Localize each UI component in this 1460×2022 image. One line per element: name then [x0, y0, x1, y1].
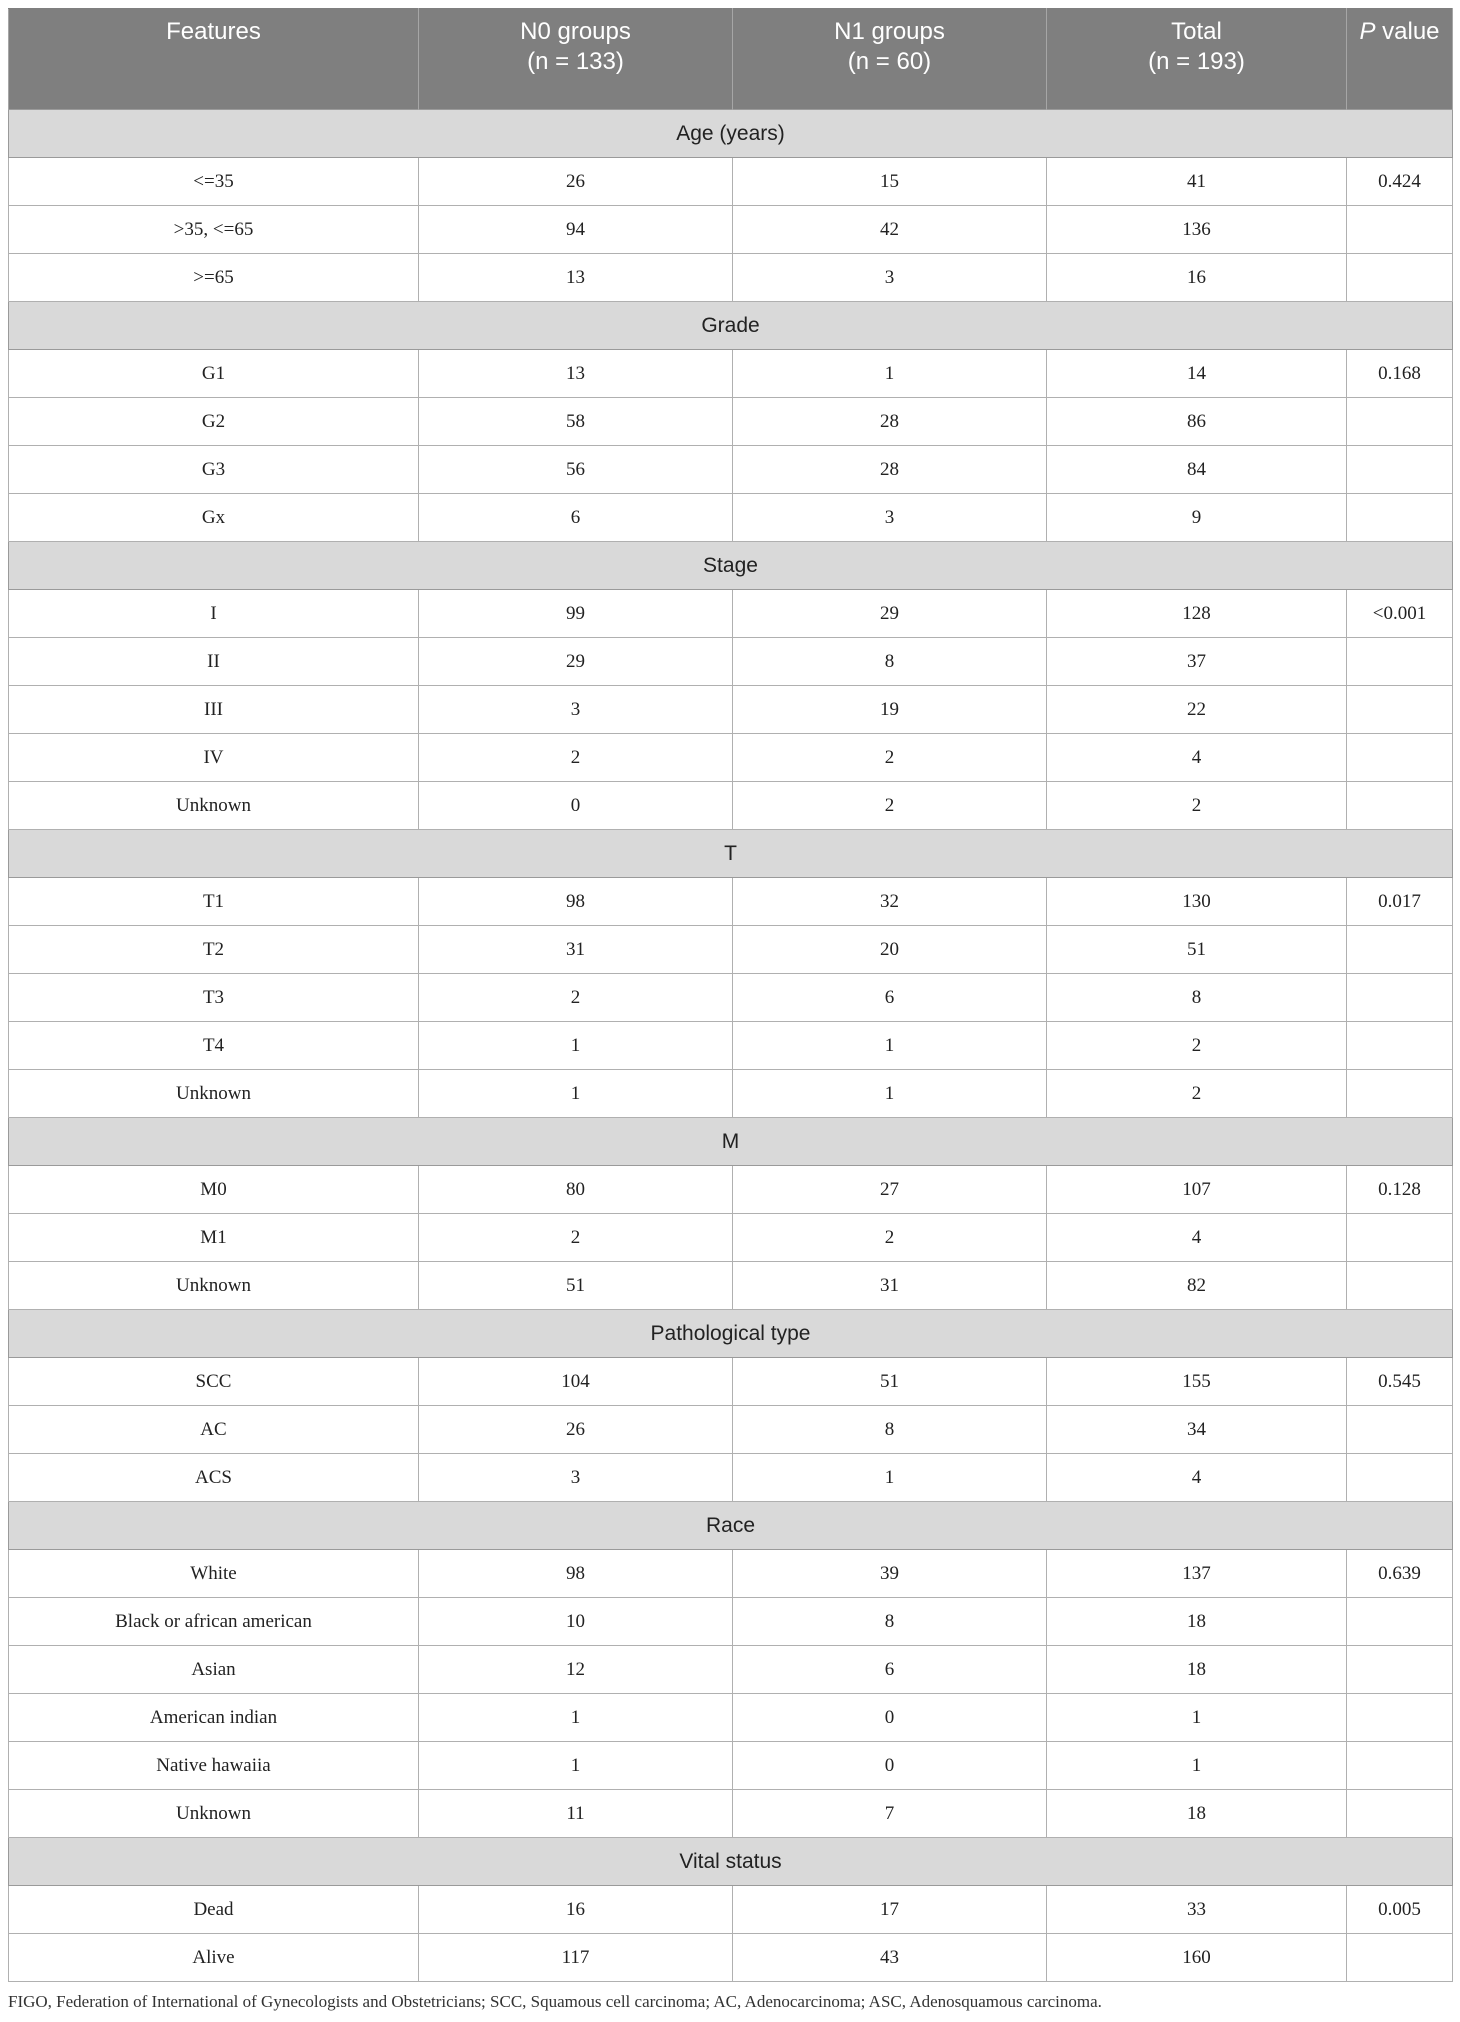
n1-count-cell: 6 [733, 974, 1047, 1022]
n1-count-cell: 3 [733, 254, 1047, 302]
n1-count-cell: 43 [733, 1934, 1047, 1982]
feature-cell: White [9, 1550, 419, 1598]
n1-count-cell: 6 [733, 1646, 1047, 1694]
table-row [9, 1406, 1453, 1454]
p-value-cell: 0.545 [1347, 1358, 1453, 1406]
feature-cell: M0 [9, 1166, 419, 1214]
p-value-cell [1347, 926, 1453, 974]
p-value-cell [1347, 446, 1453, 494]
n0-count-cell: 2 [419, 974, 733, 1022]
total-count-cell: 128 [1047, 590, 1347, 638]
total-count-cell: 137 [1047, 1550, 1347, 1598]
header-n1-groups [733, 9, 1047, 110]
section-title: Vital status [9, 1838, 1453, 1886]
n1-count-cell: 27 [733, 1166, 1047, 1214]
n0-count-cell: 31 [419, 926, 733, 974]
n1-count-cell: 7 [733, 1790, 1047, 1838]
section-title: Age (years) [9, 110, 1453, 158]
table-row [9, 398, 1453, 446]
section-title: Grade [9, 302, 1453, 350]
p-value-cell: 0.639 [1347, 1550, 1453, 1598]
table-row [9, 1886, 1453, 1934]
p-value-cell: 0.005 [1347, 1886, 1453, 1934]
table-row [9, 1454, 1453, 1502]
feature-cell: Alive [9, 1934, 419, 1982]
n0-count-cell: 26 [419, 1406, 733, 1454]
table-row [9, 1214, 1453, 1262]
feature-cell: SCC [9, 1358, 419, 1406]
table-header [9, 9, 1453, 110]
n1-count-cell: 0 [733, 1742, 1047, 1790]
clinical-features-table-container [8, 8, 1452, 1982]
n0-count-cell: 1 [419, 1070, 733, 1118]
table-body [9, 110, 1453, 1982]
feature-cell: T4 [9, 1022, 419, 1070]
feature-cell: II [9, 638, 419, 686]
p-value-cell [1347, 782, 1453, 830]
n0-count-cell: 26 [419, 158, 733, 206]
feature-cell: Dead [9, 1886, 419, 1934]
n1-count-cell: 29 [733, 590, 1047, 638]
n0-count-cell: 13 [419, 254, 733, 302]
p-value-cell [1347, 1454, 1453, 1502]
section-row [9, 1118, 1453, 1166]
total-count-cell: 160 [1047, 1934, 1347, 1982]
section-title: Pathological type [9, 1310, 1453, 1358]
n1-count-cell: 1 [733, 1022, 1047, 1070]
n0-count-cell: 99 [419, 590, 733, 638]
total-count-cell: 51 [1047, 926, 1347, 974]
n1-count-cell: 39 [733, 1550, 1047, 1598]
feature-cell: >=65 [9, 254, 419, 302]
total-count-cell: 1 [1047, 1742, 1347, 1790]
total-count-cell: 1 [1047, 1694, 1347, 1742]
feature-cell: G2 [9, 398, 419, 446]
table-footnote: FIGO, Federation of International of Gynecologists and Obstetricians; SCC, Squamous cell carcinoma; AC, Adenocarcinoma; ASC, Adenosquamous carcinoma. [8, 1992, 1102, 2011]
header-features-label: Features [166, 18, 261, 45]
clinical-features-table [8, 8, 1453, 1982]
section-row [9, 1838, 1453, 1886]
p-value-cell [1347, 398, 1453, 446]
total-count-cell: 33 [1047, 1886, 1347, 1934]
n1-count-cell: 51 [733, 1358, 1047, 1406]
n1-count-cell: 42 [733, 206, 1047, 254]
p-value-cell [1347, 206, 1453, 254]
feature-cell: Black or african american [9, 1598, 419, 1646]
n1-count-cell: 31 [733, 1262, 1047, 1310]
table-row [9, 1166, 1453, 1214]
n1-count-cell: 2 [733, 734, 1047, 782]
total-count-cell: 2 [1047, 1022, 1347, 1070]
p-value-cell [1347, 1022, 1453, 1070]
total-count-cell: 18 [1047, 1598, 1347, 1646]
n1-count-cell: 17 [733, 1886, 1047, 1934]
n0-count-cell: 11 [419, 1790, 733, 1838]
table-row [9, 1550, 1453, 1598]
feature-cell: IV [9, 734, 419, 782]
total-count-cell: 22 [1047, 686, 1347, 734]
p-value-cell: <0.001 [1347, 590, 1453, 638]
feature-cell: III [9, 686, 419, 734]
n1-count-cell: 15 [733, 158, 1047, 206]
n0-count-cell: 6 [419, 494, 733, 542]
header-total-count: (n = 193) [1148, 48, 1245, 75]
table-row [9, 1790, 1453, 1838]
p-value-cell [1347, 686, 1453, 734]
n0-count-cell: 1 [419, 1694, 733, 1742]
n0-count-cell: 1 [419, 1022, 733, 1070]
feature-cell: Unknown [9, 782, 419, 830]
header-total-label: Total [1171, 18, 1222, 45]
feature-cell: Native hawaiia [9, 1742, 419, 1790]
total-count-cell: 86 [1047, 398, 1347, 446]
table-row [9, 254, 1453, 302]
total-count-cell: 4 [1047, 1214, 1347, 1262]
total-count-cell: 8 [1047, 974, 1347, 1022]
total-count-cell: 155 [1047, 1358, 1347, 1406]
p-value-cell [1347, 1646, 1453, 1694]
total-count-cell: 4 [1047, 1454, 1347, 1502]
table-row [9, 158, 1453, 206]
n1-count-cell: 20 [733, 926, 1047, 974]
total-count-cell: 16 [1047, 254, 1347, 302]
n0-count-cell: 58 [419, 398, 733, 446]
p-value-cell: 0.017 [1347, 878, 1453, 926]
feature-cell: T1 [9, 878, 419, 926]
n0-count-cell: 2 [419, 1214, 733, 1262]
table-row [9, 1742, 1453, 1790]
feature-cell: <=35 [9, 158, 419, 206]
section-row [9, 110, 1453, 158]
n0-count-cell: 29 [419, 638, 733, 686]
feature-cell: Unknown [9, 1790, 419, 1838]
p-value-cell [1347, 1406, 1453, 1454]
feature-cell: Gx [9, 494, 419, 542]
total-count-cell: 34 [1047, 1406, 1347, 1454]
table-row [9, 350, 1453, 398]
table-row [9, 1646, 1453, 1694]
p-value-cell [1347, 1694, 1453, 1742]
header-n1-label: N1 groups [834, 18, 945, 45]
table-row [9, 734, 1453, 782]
table-row [9, 1934, 1453, 1982]
n1-count-cell: 8 [733, 1598, 1047, 1646]
feature-cell: M1 [9, 1214, 419, 1262]
p-value-cell [1347, 1214, 1453, 1262]
total-count-cell: 136 [1047, 206, 1347, 254]
n0-count-cell: 0 [419, 782, 733, 830]
section-row [9, 830, 1453, 878]
total-count-cell: 82 [1047, 1262, 1347, 1310]
section-title: M [9, 1118, 1453, 1166]
p-value-cell [1347, 1742, 1453, 1790]
header-n0-groups [419, 9, 733, 110]
n1-count-cell: 0 [733, 1694, 1047, 1742]
total-count-cell: 18 [1047, 1790, 1347, 1838]
p-value-cell [1347, 1070, 1453, 1118]
feature-cell: American indian [9, 1694, 419, 1742]
n0-count-cell: 13 [419, 350, 733, 398]
p-value-cell [1347, 1598, 1453, 1646]
n1-count-cell: 1 [733, 350, 1047, 398]
section-row [9, 542, 1453, 590]
table-row [9, 590, 1453, 638]
feature-cell: AC [9, 1406, 419, 1454]
n0-count-cell: 98 [419, 1550, 733, 1598]
table-row [9, 1070, 1453, 1118]
p-value-cell [1347, 638, 1453, 686]
n1-count-cell: 1 [733, 1454, 1047, 1502]
table-row [9, 1694, 1453, 1742]
n1-count-cell: 32 [733, 878, 1047, 926]
n0-count-cell: 98 [419, 878, 733, 926]
n1-count-cell: 1 [733, 1070, 1047, 1118]
total-count-cell: 18 [1047, 1646, 1347, 1694]
feature-cell: G3 [9, 446, 419, 494]
n0-count-cell: 2 [419, 734, 733, 782]
n1-count-cell: 19 [733, 686, 1047, 734]
n0-count-cell: 94 [419, 206, 733, 254]
header-features [9, 9, 419, 110]
table-row [9, 638, 1453, 686]
header-n0-count: (n = 133) [527, 48, 624, 75]
n1-count-cell: 3 [733, 494, 1047, 542]
n0-count-cell: 10 [419, 1598, 733, 1646]
p-value-cell: 0.128 [1347, 1166, 1453, 1214]
feature-cell: Asian [9, 1646, 419, 1694]
p-value-cell [1347, 254, 1453, 302]
feature-cell: ACS [9, 1454, 419, 1502]
header-total [1047, 9, 1347, 110]
table-row [9, 878, 1453, 926]
header-n0-label: N0 groups [520, 18, 631, 45]
n0-count-cell: 117 [419, 1934, 733, 1982]
p-value-cell [1347, 1262, 1453, 1310]
n1-count-cell: 2 [733, 782, 1047, 830]
header-row [9, 9, 1453, 110]
n0-count-cell: 51 [419, 1262, 733, 1310]
n1-count-cell: 8 [733, 638, 1047, 686]
p-value-cell [1347, 1934, 1453, 1982]
table-row [9, 446, 1453, 494]
p-value-cell: 0.424 [1347, 158, 1453, 206]
feature-cell: G1 [9, 350, 419, 398]
p-value-cell [1347, 734, 1453, 782]
total-count-cell: 2 [1047, 782, 1347, 830]
p-value-cell [1347, 974, 1453, 1022]
n0-count-cell: 56 [419, 446, 733, 494]
total-count-cell: 41 [1047, 158, 1347, 206]
p-value-cell [1347, 494, 1453, 542]
n0-count-cell: 3 [419, 686, 733, 734]
feature-cell: Unknown [9, 1070, 419, 1118]
n1-count-cell: 28 [733, 398, 1047, 446]
n0-count-cell: 1 [419, 1742, 733, 1790]
table-row [9, 1358, 1453, 1406]
total-count-cell: 4 [1047, 734, 1347, 782]
n0-count-cell: 16 [419, 1886, 733, 1934]
total-count-cell: 130 [1047, 878, 1347, 926]
table-row [9, 1262, 1453, 1310]
table-row [9, 974, 1453, 1022]
total-count-cell: 84 [1047, 446, 1347, 494]
header-p-italic: P [1359, 18, 1376, 45]
feature-cell: T2 [9, 926, 419, 974]
section-title: Stage [9, 542, 1453, 590]
header-n1-count: (n = 60) [847, 48, 932, 75]
p-value-cell: 0.168 [1347, 350, 1453, 398]
table-row [9, 494, 1453, 542]
table-row [9, 686, 1453, 734]
n1-count-cell: 2 [733, 1214, 1047, 1262]
feature-cell: I [9, 590, 419, 638]
table-row [9, 782, 1453, 830]
table-row [9, 1022, 1453, 1070]
total-count-cell: 37 [1047, 638, 1347, 686]
section-row [9, 302, 1453, 350]
total-count-cell: 14 [1047, 350, 1347, 398]
feature-cell: >35, <=65 [9, 206, 419, 254]
header-p-value [1347, 9, 1453, 110]
total-count-cell: 107 [1047, 1166, 1347, 1214]
feature-cell: Unknown [9, 1262, 419, 1310]
n1-count-cell: 8 [733, 1406, 1047, 1454]
table-row [9, 206, 1453, 254]
section-row [9, 1502, 1453, 1550]
n0-count-cell: 12 [419, 1646, 733, 1694]
n0-count-cell: 80 [419, 1166, 733, 1214]
n1-count-cell: 28 [733, 446, 1047, 494]
total-count-cell: 9 [1047, 494, 1347, 542]
n0-count-cell: 104 [419, 1358, 733, 1406]
header-p-rest: value [1375, 18, 1440, 45]
section-row [9, 1310, 1453, 1358]
feature-cell: T3 [9, 974, 419, 1022]
section-title: T [9, 830, 1453, 878]
total-count-cell: 2 [1047, 1070, 1347, 1118]
table-row [9, 926, 1453, 974]
table-row [9, 1598, 1453, 1646]
section-title: Race [9, 1502, 1453, 1550]
p-value-cell [1347, 1790, 1453, 1838]
n0-count-cell: 3 [419, 1454, 733, 1502]
